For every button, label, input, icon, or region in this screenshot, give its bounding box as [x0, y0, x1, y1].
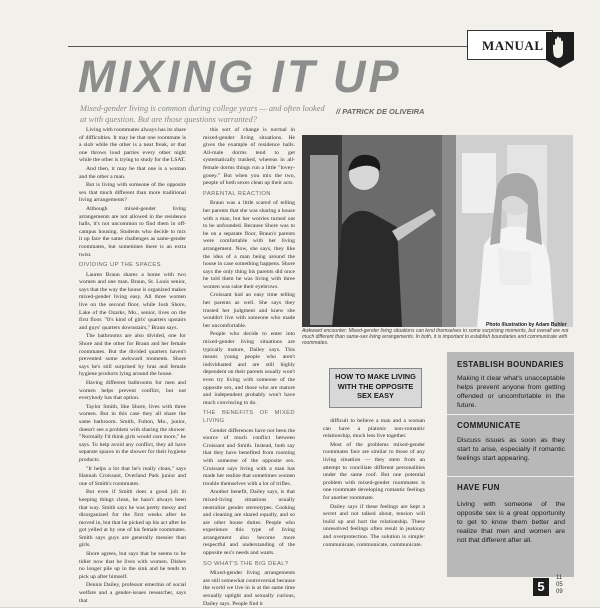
article-column-1: [79, 127, 186, 604]
section-heading: PARENTAL REACTION: [203, 190, 271, 197]
paragraph: But even if Smith does a good job in keeping things clean, he hasn't always been that way. Smith says he was pretty messy and disorganized for the first weeks after he moved in, but that he picked up his act after he got yelled at by one of his female roommates. Smith says guys are generally messier than girls.: [79, 489, 186, 549]
paragraph: Mixed-gender living arrangements are still somewhat controversial because the world we live in is at the same time sexually uptight and sexually curious, Dailey says. People find it: [203, 570, 295, 607]
paragraph: Dennis Dailey, professor emeritus of social welfare and a gender-issues researcher, says that: [79, 582, 186, 604]
page-number: 5: [533, 578, 549, 596]
section-heading: SO WHAT'S THE BIG DEAL?: [203, 560, 289, 567]
paragraph: Having different bathrooms for men and women helps prevent conflict, but not everybody has that option.: [79, 380, 186, 402]
paragraph: this sort of change is normal in mixed-gender living situations. He gives the example of residence halls. All-male dorms tend to get systematically trashed, whereas in all-female dorms things run a little "lovey-gooey." But when you mix the two, people of both sexes clean up their acts.: [203, 127, 295, 187]
section-heading: THE BENEFITS OF MIXED LIVING: [203, 410, 295, 424]
paragraph: Taylor Smith, like Shore, lives with three women. But in this case they all share the same bathroom. Smith, Fulton, Mo., junior, doesn't see a problem with sharing the shower. "Normally I'd think girls would care more," he says. To help avoid any conflict, they all have separate spaces in the shower for their hygiene products.: [79, 403, 186, 463]
date-year: 09: [556, 589, 563, 595]
photo-caption: Awkward encounter: Mixed-gender living situations can lend themselves to some surprising moments, but overall are not much different than same-sex living arrangements. In both, it is important to establish boundaries and communicate with roommates.: [302, 328, 569, 346]
paragraph: Croissant had an easy time telling her parents as well. She says they trusted her judgment and knew she wouldn't live with someone who made her uncomfortable.: [203, 292, 295, 329]
tips-sidebar: [447, 352, 574, 577]
paragraph: Dailey says if these feelings are kept a secret and not talked about, tension will build up and hurt the relationship. These unresolved feelings often result in jealousy and overprotection. The solution is simple: communicate, communicate, communicate.: [323, 503, 425, 548]
paragraph: Another benefit, Dailey says, is that mixed-living situations usually neutralize gender stereotypes. Cooking and cleaning are shared equally, and so are other house duties. People who experience this type of living arrangement also become more respectful and understanding of the opposite sex's needs and wants.: [203, 489, 295, 557]
hand-icon: [545, 32, 575, 68]
headline: MIXING IT UP: [78, 51, 402, 102]
sidebar-heading: COMMUNICATE: [457, 421, 521, 430]
sidebar-text: Discuss issues as soon as they start to arise, especially if romantic feelings start appearing.: [457, 437, 565, 462]
paragraph: Gender differences have not been the source of much conflict between Croissant and Smith. Instead, both say that they have benefited from rooming with someone of the opposite sex. Croissant says living with a man has made her realize that sometimes women trouble themselves with a lot of trifles.: [203, 427, 295, 487]
sidebar-heading: ESTABLISH BOUNDARIES: [457, 360, 564, 369]
paragraph: The bathrooms are also divided, one for Shore and the other for Braun and her female roommates. But the divided quarters haven't prevented some awkward moments. Shore says he's still surprised by bras and female hygiene products lying around the house.: [79, 333, 186, 378]
paragraph: Lauren Braun shares a home with two women and one man. Braun, St. Louis senior, says that the way the house is organized makes mixed-gender living easy. All three women live on the second floor, while Josh Shore, Lake of the Ozarks, Mo., senior, lives on the first floor. "It's kind of girls' quarters upstairs and guys' quarters downstairs," Braun says.: [79, 271, 186, 331]
paragraph: Although mixed-gender living arrangements are not allowed in the residence halls, it's not uncommon to find them in off-campus housing. Students who decide to mix it up face the same challenges as same-gender roommates, but sometimes there is an extra twist.: [79, 205, 186, 258]
paragraph: And then, it may be that one is a woman and the other a man.: [79, 165, 186, 180]
paragraph: Living with roommates always has its share of difficulties. It may be that one roommate is a slob while the other is a neat freak, or that one throws loud parties every other night while the other is trying to study for the LSAT.: [79, 127, 186, 164]
sidebar-text: Living with someone of the opposite sex is a great opportunity to get to know them better and realize that men and women are not that different after all.: [457, 501, 565, 544]
issue-date: [556, 575, 568, 596]
photo-image: [302, 135, 573, 327]
sidebar-divider: [447, 476, 574, 477]
photo-illustration: [302, 135, 573, 327]
section-heading: DIVIDING UP THE SPACES: [79, 262, 161, 269]
paragraph: Most of the problems mixed-gender roommates face are similar to those of any living situation — they stem from an attempt to conciliate different personalities under the same roof. But one potential problem with mixed-gender roommates is one roommate developing romantic feelings for another roommate.: [323, 441, 425, 501]
paragraph: People who decide to enter into mixed-gender living situations are typically mature, Dailey says. This means young people who aren't individuated and are still highly dependent on their parents usually won't even try living with someone of the opposite sex, and those who are mature and independent probably won't have much convincing to do.: [203, 331, 295, 406]
howto-title: HOW TO MAKE LIVING WITH THE OPPOSITE SEX EASY: [335, 372, 416, 401]
date-month: 11: [556, 575, 563, 581]
sidebar-text: Making it clear what's unacceptable helps prevent anyone from getting offended or uncomfortable in the future.: [457, 375, 565, 409]
header-rule: [68, 46, 467, 47]
photo-credit: Photo illustration by Adam Buhler: [486, 322, 567, 328]
paragraph: Braun was a little scared of telling her parents that she was sharing a house with a man, but her worries turned out to be unfounded. Because Shore was to be on a separate floor, Braun's parents were comfortable with her living arrangement. Now, she says, they like the idea of a man being around the house in case something happens. Shore says the only thing his parents did once he told them he was living with three women was raise their eyebrows.: [203, 200, 295, 290]
paragraph: "It helps a lot that he's really clean," says Hannah Croissant, Overland Park junior and one of Smith's roommates.: [79, 465, 186, 487]
subheadline: Mixed-gender living is common during college years — and often looked at with question. But are those questions warranted?: [80, 104, 325, 124]
paragraph: But is living with someone of the opposite sex that much different than more traditional living arrangements?: [79, 182, 186, 204]
article-column-2: [203, 127, 295, 607]
byline: // PATRICK DE OLIVEIRA: [336, 107, 425, 116]
section-tab: [467, 30, 553, 60]
date-day: 05: [556, 582, 563, 588]
sidebar-divider: [447, 414, 574, 415]
paragraph: difficult to believe a man and a woman can have a platonic non-romantic relationship, much less live together.: [323, 418, 425, 440]
sidebar-heading: HAVE FUN: [457, 483, 500, 492]
paragraph: Shore agrees, but says that he seems to be tidier now that he lives with women. Dishes no longer pile up in the sink and he tends to pick up after himself.: [79, 551, 186, 580]
article-column-3: [323, 418, 425, 598]
section-tab-label: MANUAL: [482, 38, 544, 53]
howto-box: [329, 368, 422, 408]
